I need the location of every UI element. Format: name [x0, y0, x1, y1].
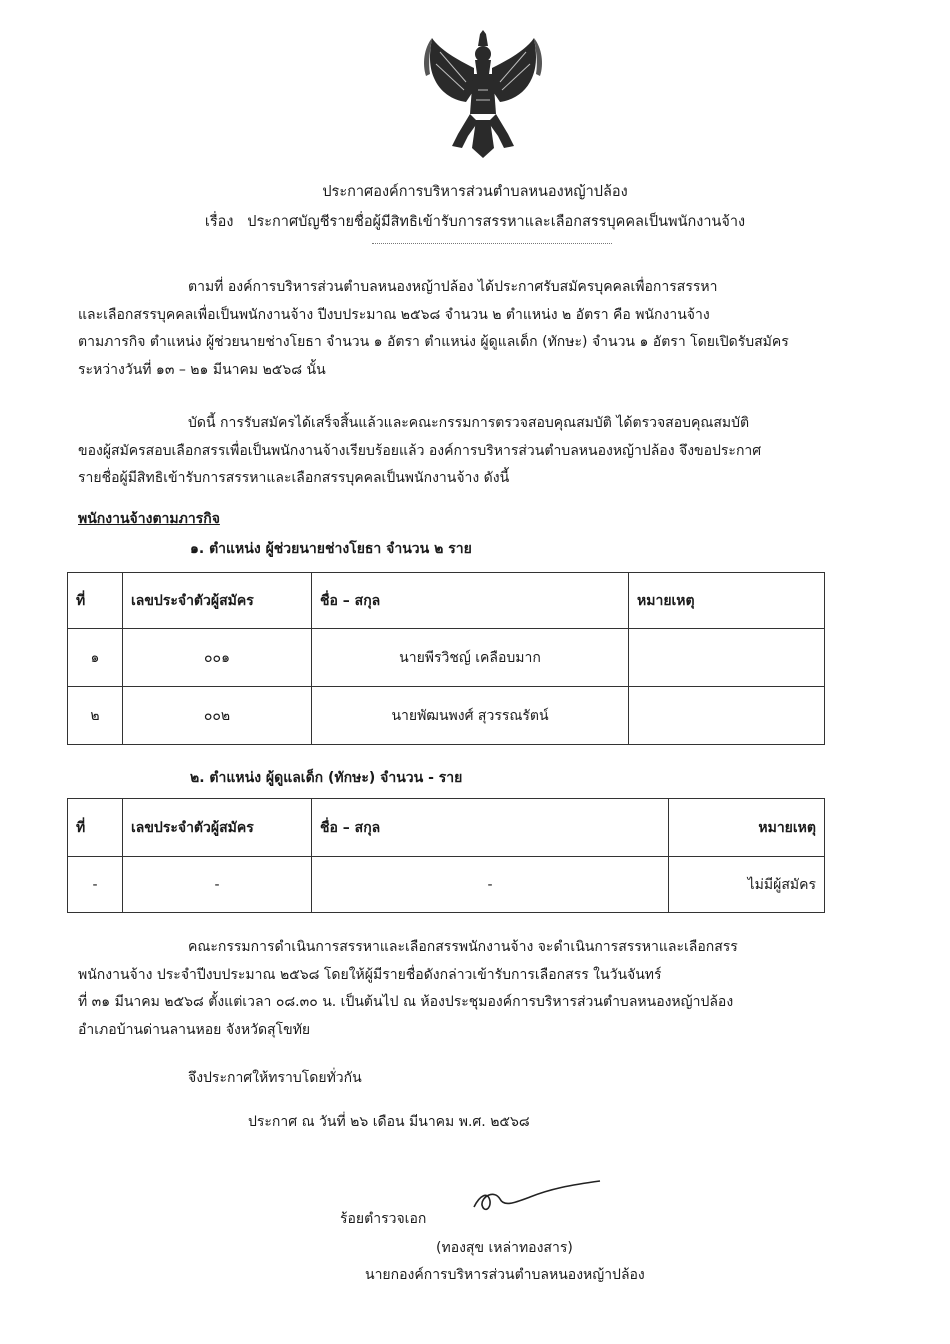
subject-text: ประกาศบัญชีรายชื่อผู้มีสิทธิเข้ารับการสรรหาและเลือกสรรบุคคลเป็นพนักงานจ้าง — [247, 214, 746, 230]
table-cell: ๑ — [68, 629, 123, 687]
table-header-row — [68, 799, 825, 857]
paragraph-line: ของผู้สมัครสอบเลือกสรรเพื่อเป็นพนักงานจ้างเรียบร้อยแล้ว องค์การบริหารส่วนตำบลหนองหญ้าปล้อง จึงขอประกาศ — [78, 442, 762, 459]
paragraph-line: ระหว่างวันที่ ๑๓ – ๒๑ มีนาคม ๒๕๖๘ นั้น — [78, 361, 326, 378]
paragraph-line: ที่ ๓๑ มีนาคม ๒๕๖๘ ตั้งแต่เวลา ๐๘.๓๐ น. เป็นต้นไป ณ ห้องประชุมองค์การบริหารส่วนตำบลหนองหญ้าปล้อง — [78, 994, 734, 1010]
table-row — [68, 687, 825, 745]
paragraph-schedule — [78, 934, 858, 1044]
document-subject-line — [0, 210, 950, 233]
table-cell: นายพัฒนพงศ์ สุวรรณรัตน์ — [312, 687, 629, 745]
column-header: เลขประจำตัวผู้สมัคร — [123, 573, 312, 629]
paragraph-intro — [78, 274, 858, 384]
header-divider — [372, 243, 612, 244]
column-header: ที่ — [68, 573, 123, 629]
paragraph-line: ตามที่ องค์การบริหารส่วนตำบลหนองหญ้าปล้อง ได้ประกาศรับสมัครบุคคลเพื่อการสรรหา — [188, 279, 718, 295]
table-cell — [629, 629, 825, 687]
table-cell: ๐๐๑ — [123, 629, 312, 687]
column-header: หมายเหตุ — [669, 799, 825, 857]
paragraph-line: คณะกรรมการดำเนินการสรรหาและเลือกสรรพนักงานจ้าง จะดำเนินการสรรหาและเลือกสรร — [188, 939, 738, 955]
table-row — [68, 857, 825, 913]
handwritten-signature — [470, 1177, 610, 1223]
table-header-row — [68, 573, 825, 629]
table-cell: ๒ — [68, 687, 123, 745]
closing-line: จึงประกาศให้ทราบโดยทั่วกัน — [188, 1070, 362, 1086]
garuda-emblem-icon — [418, 30, 548, 160]
subject-label: เรื่อง — [204, 214, 234, 230]
signatory-name: (ทองสุข เหล่าทองสาร) — [436, 1240, 573, 1256]
column-header: ชื่อ – สกุล — [312, 573, 629, 629]
paragraph-line: ตามภารกิจ ตำแหน่ง ผู้ช่วยนายช่างโยธา จำนวน ๑ อัตรา ตำแหน่ง ผู้ดูแลเด็ก (ทักษะ) จำนวน ๑ อัตรา โดยเปิดรับสมัคร — [78, 334, 789, 350]
table-cell: - — [312, 857, 669, 913]
table-cell — [629, 687, 825, 745]
paragraph-status — [78, 410, 858, 493]
section-heading: พนักงานจ้างตามภารกิจ — [78, 511, 220, 527]
paragraph-line: อำเภอบ้านด่านลานหอย จังหวัดสุโขทัย — [78, 1021, 311, 1038]
position2-heading: ๒. ตำแหน่ง ผู้ดูแลเด็ก (ทักษะ) จำนวน - ราย — [190, 770, 463, 786]
paragraph-line: และเลือกสรรบุคคลเพื่อเป็นพนักงานจ้าง ปีงบประมาณ ๒๕๖๘ จำนวน ๒ ตำแหน่ง ๒ อัตรา คือ พนักงานจ้าง — [78, 306, 710, 323]
column-header: ชื่อ – สกุล — [312, 799, 669, 857]
table-cell: - — [68, 857, 123, 913]
table-row — [68, 629, 825, 687]
table-cell: ไม่มีผู้สมัคร — [669, 857, 825, 913]
signatory-title: นายกองค์การบริหารส่วนตำบลหนองหญ้าปล้อง — [365, 1267, 645, 1283]
paragraph-line: บัดนี้ การรับสมัครได้เสร็จสิ้นแล้วและคณะกรรมการตรวจสอบคุณสมบัติ ได้ตรวจสอบคุณสมบัติ — [188, 415, 750, 431]
paragraph-line: รายชื่อผู้มีสิทธิเข้ารับการสรรหาและเลือกสรรบุคคลเป็นพนักงานจ้าง ดังนี้ — [78, 470, 510, 486]
signatory-rank: ร้อยตำรวจเอก — [340, 1211, 427, 1227]
column-header: หมายเหตุ — [629, 573, 825, 629]
table-cell: ๐๐๒ — [123, 687, 312, 745]
table-cell: - — [123, 857, 312, 913]
position2-table — [67, 798, 825, 913]
column-header: ที่ — [68, 799, 123, 857]
position1-table — [67, 572, 825, 745]
position1-heading: ๑. ตำแหน่ง ผู้ช่วยนายช่างโยธา จำนวน ๒ ราย — [190, 541, 472, 557]
announce-date: ประกาศ ณ วันที่ ๒๖ เดือน มีนาคม พ.ศ. ๒๕๖๘ — [248, 1114, 530, 1130]
table-cell: นายพีรวิชญ์ เคลือบมาก — [312, 629, 629, 687]
document-title: ประกาศองค์การบริหารส่วนตำบลหนองหญ้าปล้อง — [322, 184, 628, 200]
column-header: เลขประจำตัวผู้สมัคร — [123, 799, 312, 857]
paragraph-line: พนักงานจ้าง ประจำปีงบประมาณ ๒๕๖๘ โดยให้ผู้มีรายชื่อดังกล่าวเข้ารับการเลือกสรร ในวันจันทร์ — [78, 966, 662, 983]
